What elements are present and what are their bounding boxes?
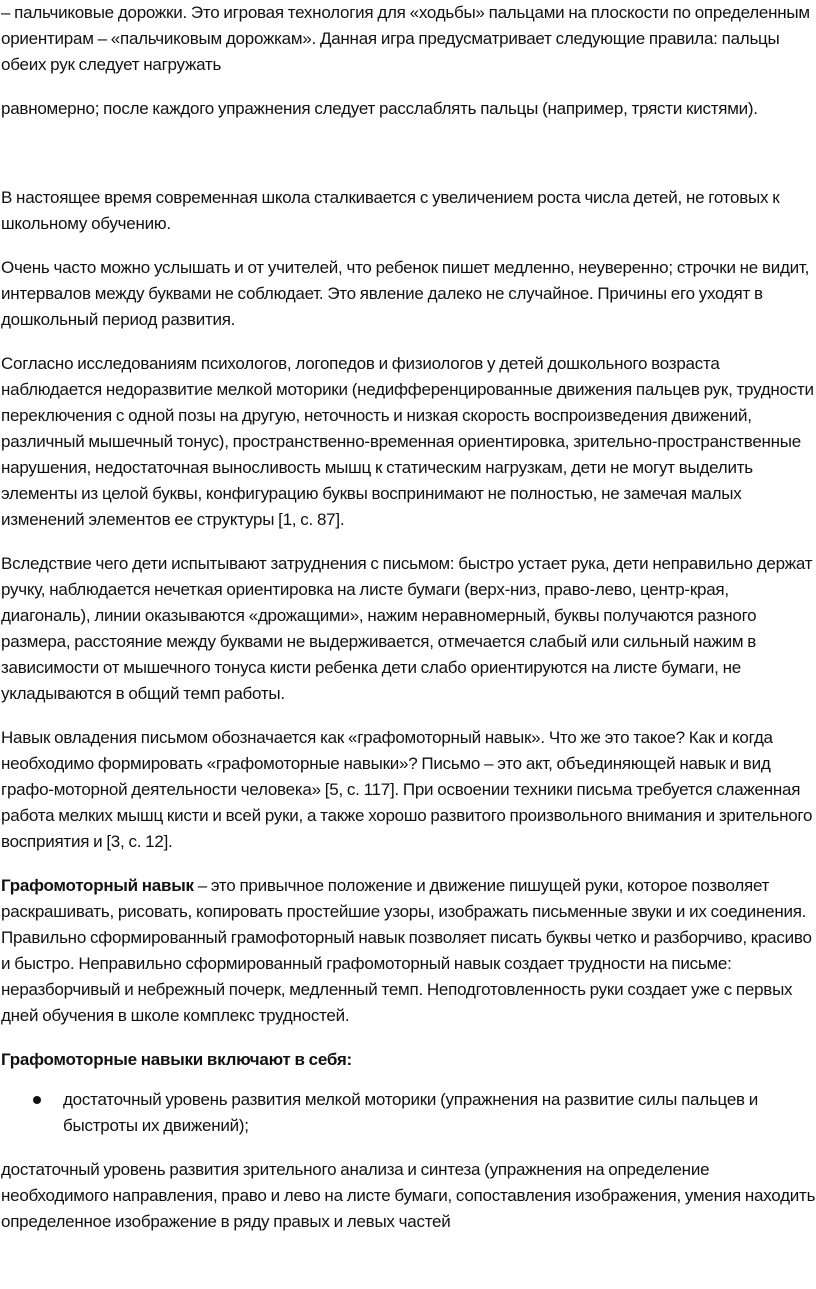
paragraph-finger-paths: – пальчиковые дорожки. Это игровая технология для «ходьбы» пальцами на плоскости по определенным ориентирам – «пальчиковым дорожкам». Данная игра предусматривает следующие правила: пальцы обеих рук следует нагружать [1,3,810,74]
paragraph-visual-analysis: достаточный уровень развития зрительного анализа и синтеза (упражнения на определение необходимого направления, право и лево на листе бумаги, сопоставления изображения, умения находить определенное изображение в ряду правых и левых частей [1,1160,816,1231]
list-item-text: достаточный уровень развития мелкой моторики (упражнения на развитие силы пальцев и быстроты их движений); [63,1090,759,1135]
term-graphomotor-skill: Графомоторный навык [1,876,194,895]
list-item [1,1087,816,1139]
paragraph-graphomotor-skill-intro: Навык овладения письмом обозначается как «графомоторный навык». Что же это такое? Как и когда необходимо формировать «графомоторные навыки»? Письмо – это акт, объединяющей навык и вид графо-моторной деятельности человека» [5, с. 117]. При освоении техники письма требуется слаженная работа мелких мышц кисти и всей руки, а также хорошо развитого произвольного внимания и зрительного восприятия и [3, с. 12]. [1,728,813,851]
section-heading-skills-include: Графомоторные навыки включают в себя: [1,1050,352,1069]
skills-list [1,1087,816,1139]
paragraph-school-readiness: В настоящее время современная школа сталкивается с увеличением роста числа детей, не готовых к школьному обучению. [1,188,780,233]
paragraph-teachers-observations: Очень часто можно услышать и от учителей, что ребенок пишет медленно, неуверенно; строчки не видит, интервалов между буквами не соблюдает. Это явление далеко не случайное. Причины его уходят в дошкольный период развития. [1,258,810,329]
paragraph-graphomotor-definition [1,873,816,1029]
definition-text: – это привычное положение и движение пишущей руки, которое позволяет раскрашивать, рисовать, копировать простейшие узоры, изображать письменные звуки и их соединения. Правильно сформированный грамофоторный навык позволяет писать буквы четко и разборчиво, красиво и быстро. Неправильно сформированный графомоторный навык создает трудности на письме: неразборчивый и небрежный почерк, медленный темп. Неподготовленность руки создает уже с первых дней обучения в школе комплекс трудностей. [1,876,812,1025]
paragraph-research-findings: Согласно исследованиям психологов, логопедов и физиологов у детей дошкольного возраста наблюдается недоразвитие мелкой моторики (недифференцированные движения пальцев рук, трудности переключения с одной позы на другую, неточность и низкая скорость воспроизведения движений, различный мышечный тонус), пространственно-временная ориентировка, зрительно-пространственные нарушения, недостаточная выносливость мышц к статическим нагрузкам, дети не могут выделить элементы из целой буквы, конфигурацию буквы воспринимают не полностью, не замечая малых изменений элементов ее структуры [1, с. 87]. [1,354,814,529]
paragraph-writing-difficulties: Вследствие чего дети испытывают затруднения с письмом: быстро устает рука, дети неправильно держат ручку, наблюдается нечеткая ориентировка на листе бумаги (верх-низ, право-лево, центр-края, диагональ), линии оказываются «дрожащими», нажим неравномерный, буквы получаются разного размера, расстояние между буквами не выдерживается, отмечается слабый или сильный нажим в зависимости от мышечного тонуса кисти ребенка дети слабо ориентируются на листе бумаги, не укладываются в общий темп работы. [1,554,813,703]
paragraph-finger-paths-continued: равномерно; после каждого упражнения следует расслаблять пальцы (например, трясти кистями). [1,99,758,118]
bullet-icon [33,1096,41,1104]
